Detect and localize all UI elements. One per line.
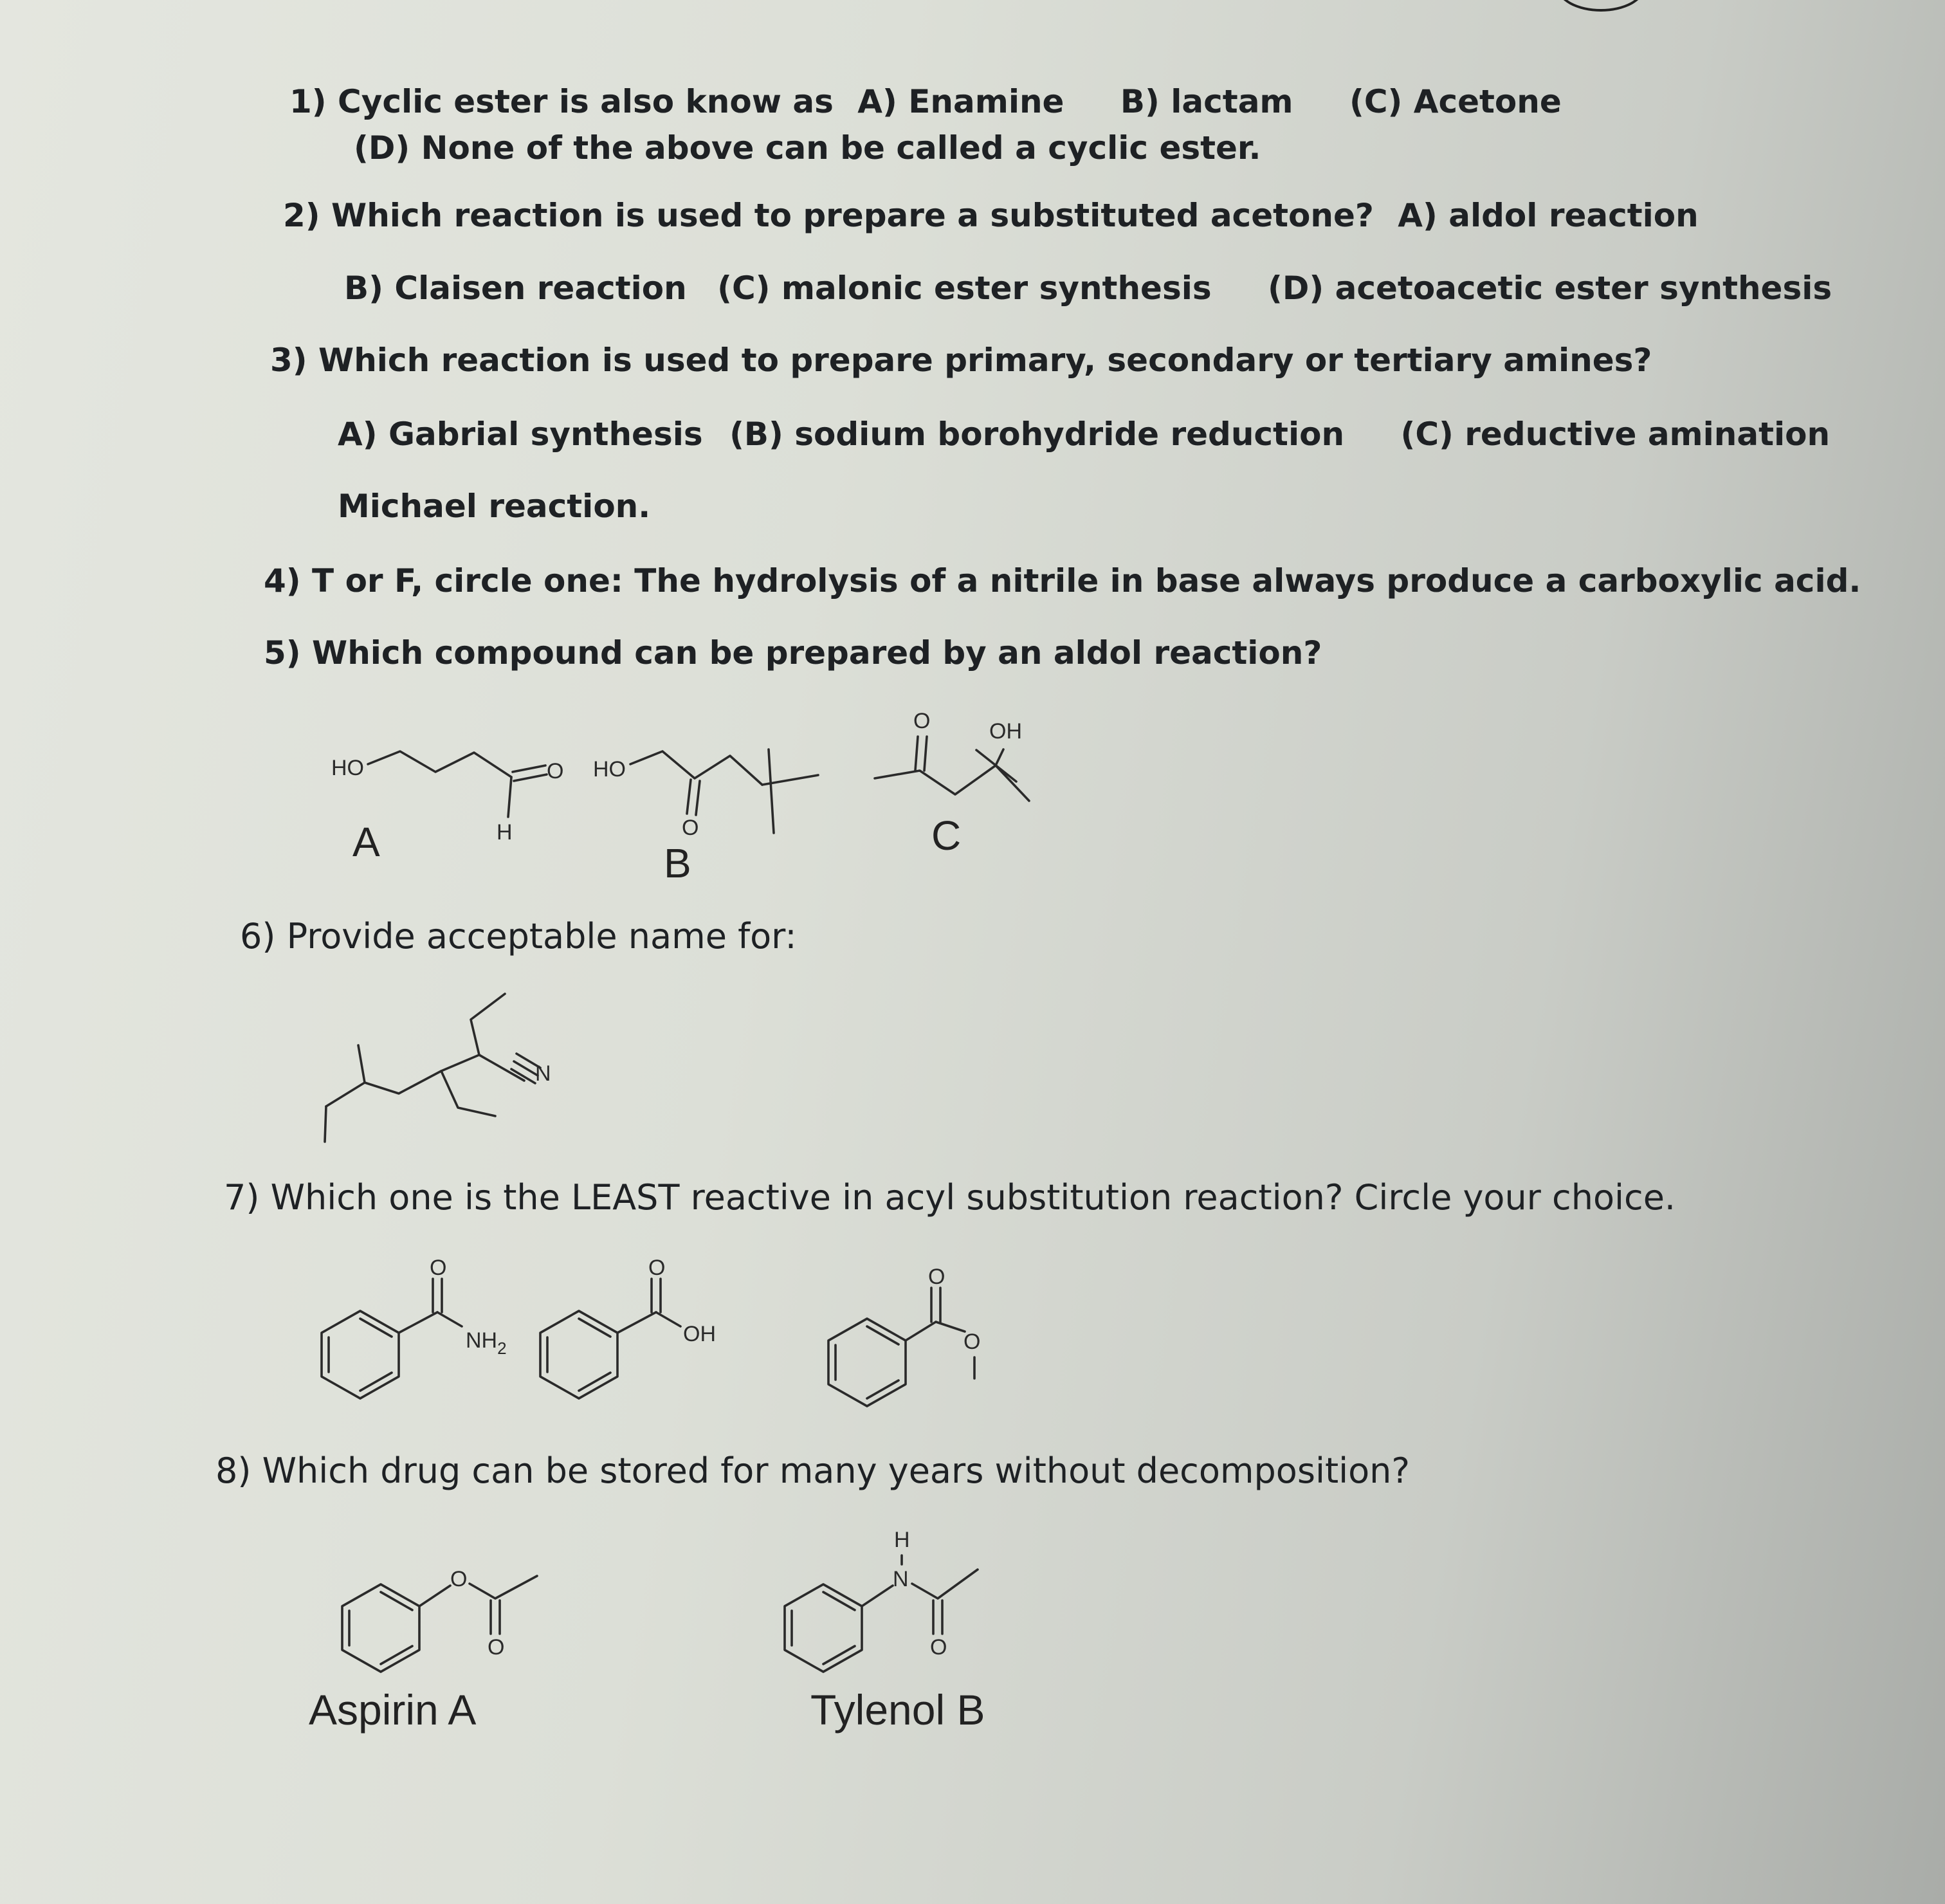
question-4-stem: 4) T or F, circle one: The hydrolysis of a nitrile in base always produce a carboxylic acid. — [264, 562, 1861, 600]
compound-a-label: A — [352, 819, 380, 865]
question-7-stem: 7) Which one is the LEAST reactive in acyl substitution reaction? Circle your choice. — [224, 1177, 1676, 1218]
tylenol-caption: Tylenol B — [810, 1686, 985, 1734]
question-2-option-b: B) Claisen reaction — [344, 270, 687, 307]
question-3-stem: 3) Which reaction is used to prepare primary, secondary or tertiary amines? — [270, 342, 1652, 379]
aspirin-structure — [342, 1567, 537, 1672]
atom-label-o: O — [547, 759, 564, 783]
question-1-option-c: (C) Acetone — [1349, 83, 1562, 120]
question-5-stem: 5) Which compound can be prepared by an aldol reaction? — [264, 634, 1322, 672]
atom-label-o: O — [488, 1635, 505, 1660]
compound-c-label: C — [931, 812, 962, 859]
question-3-option-b: (B) sodium borohydride reduction — [729, 416, 1345, 453]
atom-label-n: N — [893, 1567, 909, 1591]
atom-label-o: O — [963, 1330, 981, 1354]
benzamide-structure — [322, 1256, 507, 1398]
question-1-option-b: B) lactam — [1120, 83, 1293, 120]
atom-label-o: O — [430, 1256, 447, 1280]
question-8-stem: 8) Which drug can be stored for many years without decomposition? — [215, 1451, 1411, 1491]
question-6-stem: 6) Provide acceptable name for: — [240, 916, 797, 957]
atom-label-oh: OH — [683, 1322, 716, 1346]
atom-label-h: H — [497, 820, 513, 845]
question-1-option-a: A) Enamine — [857, 83, 1064, 120]
svg-text:NH2 — [466, 1328, 507, 1358]
methyl-benzoate-structure — [828, 1265, 980, 1406]
atom-label-o: O — [928, 1265, 945, 1289]
question-2-stem: 2) Which reaction is used to prepare a substituted acetone? — [283, 197, 1374, 234]
question-2-option-c: (C) malonic ester synthesis — [717, 270, 1212, 307]
benzoic-acid-structure — [540, 1256, 716, 1398]
atom-label-h: H — [894, 1528, 910, 1552]
atom-label-o: O — [682, 816, 699, 840]
question-3-option-a: A) Gabrial synthesis — [338, 416, 703, 453]
atom-label-o: O — [648, 1256, 666, 1280]
nitrile-structure — [325, 994, 551, 1142]
atom-label-ho: HO — [593, 757, 626, 782]
aspirin-caption: Aspirin A — [309, 1686, 477, 1734]
atom-label-o: O — [930, 1635, 947, 1660]
compound-c-structure — [875, 709, 1029, 801]
question-1-option-d: (D) None of the above can be called a cyclic ester. — [354, 129, 1261, 167]
tylenol-structure — [785, 1528, 978, 1672]
atom-label-o: O — [450, 1567, 468, 1591]
question-3-option-c: (C) reductive amination — [1400, 416, 1831, 453]
atom-label-oh: OH — [989, 719, 1022, 744]
atom-label-ho: HO — [331, 756, 364, 780]
question-3-option-d: Michael reaction. — [338, 488, 651, 525]
atom-label-nh: NH — [466, 1328, 498, 1353]
question-1-stem: 1) Cyclic ester is also know as — [289, 83, 834, 120]
question-2-option-d: (D) acetoacetic ester synthesis — [1268, 270, 1832, 307]
atom-label-n: N — [535, 1061, 551, 1086]
atom-label-o: O — [913, 709, 931, 733]
atom-subscript-2: 2 — [497, 1339, 507, 1358]
compound-b-label: B — [664, 840, 691, 886]
compound-b-structure — [593, 749, 818, 840]
question-2-option-a: A) aldol reaction — [1398, 197, 1699, 234]
